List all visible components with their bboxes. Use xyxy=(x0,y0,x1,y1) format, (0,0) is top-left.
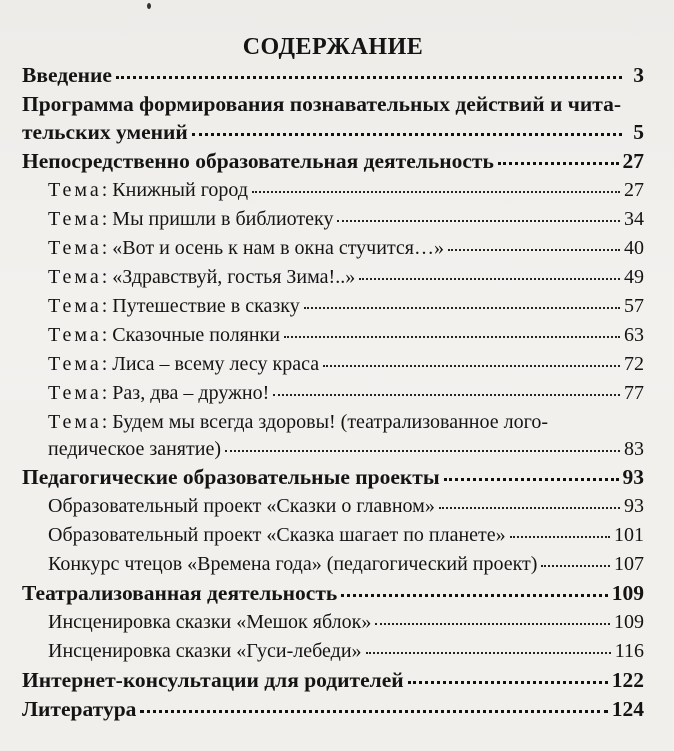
entry-page: 27 xyxy=(622,149,644,173)
leader-dots xyxy=(341,594,608,597)
entry-label: Интернет-консультации для родителей xyxy=(22,668,404,692)
entry-label: : Путешествие в сказку xyxy=(101,295,300,317)
leader-dots xyxy=(444,478,619,481)
entry-label: Инсценировка сказки «Гуси-лебеди» xyxy=(48,640,362,662)
entry-label: Образовательный проект «Сказка шагает по планете» xyxy=(48,524,506,546)
toc-entry-staging[interactable] xyxy=(22,609,644,635)
toc-entry-literature[interactable] xyxy=(22,696,644,722)
toc-entry-topic[interactable] xyxy=(22,351,644,377)
topic-prefix: Тема xyxy=(48,208,102,230)
entry-page: 5 xyxy=(633,120,644,144)
entry-page: 83 xyxy=(624,438,644,460)
leader-dots xyxy=(498,162,619,165)
entry-label-line1 xyxy=(22,409,644,435)
entry-label: : «Здравствуй, гостья Зима!..» xyxy=(101,266,356,288)
toc-entry-project[interactable] xyxy=(22,522,644,548)
entry-page: 109 xyxy=(614,611,644,633)
leader-dots xyxy=(408,681,608,684)
leader-dots xyxy=(116,76,622,79)
toc-entry-introduction[interactable] xyxy=(22,62,644,88)
leader-dots xyxy=(252,191,620,193)
toc-entry-topic[interactable] xyxy=(22,436,644,462)
entry-page: 116 xyxy=(614,640,644,662)
entry-page: 122 xyxy=(611,668,644,692)
leader-dots xyxy=(273,394,620,396)
toc-entry-topic[interactable] xyxy=(22,380,644,406)
entry-page: 34 xyxy=(624,208,644,230)
entry-label: : «Вот и осень к нам в окна стучится…» xyxy=(101,237,444,259)
entry-label: Образовательный проект «Сказки о главном» xyxy=(48,495,435,517)
entry-page: 124 xyxy=(611,697,644,721)
leader-dots xyxy=(192,133,622,136)
entry-page: 77 xyxy=(624,382,644,404)
entry-page: 107 xyxy=(614,553,644,575)
leader-dots xyxy=(284,336,620,338)
toc-entry-projects[interactable] xyxy=(22,464,644,490)
topic-prefix: Тема xyxy=(48,266,102,288)
toc-entry-project[interactable] xyxy=(22,551,644,577)
topic-prefix: Тема xyxy=(48,237,102,259)
ink-speck xyxy=(147,3,151,9)
entry-label-line1: Программа формирования познавательных действий и чита- xyxy=(22,92,622,116)
leader-dots xyxy=(439,507,620,509)
entry-page: 101 xyxy=(614,524,644,546)
topic-prefix: Тема xyxy=(48,353,102,375)
entry-label: : Книжный город xyxy=(101,179,249,201)
entry-label: Литература xyxy=(22,697,137,721)
entry-label: педическое занятие) xyxy=(48,438,221,460)
page-title: СОДЕРЖАНИЕ xyxy=(242,34,424,60)
entry-label: Педагогические образовательные проекты xyxy=(22,465,440,489)
leader-dots xyxy=(541,565,610,567)
entry-label: : Раз, два – дружно! xyxy=(101,382,270,404)
leader-dots xyxy=(304,307,620,309)
leader-dots xyxy=(359,278,620,280)
leader-dots xyxy=(337,220,620,222)
entry-page: 57 xyxy=(624,295,644,317)
toc-entry-topic[interactable] xyxy=(22,322,644,348)
entry-page: 63 xyxy=(624,324,644,346)
entry-label: : Мы пришли в библиотеку xyxy=(101,208,334,230)
entry-label: Инсценировка сказки «Мешок яблок» xyxy=(48,611,372,633)
entry-label: тельских умений xyxy=(22,120,188,144)
toc-entry-topic[interactable] xyxy=(22,264,644,290)
entry-page: 93 xyxy=(622,465,644,489)
topic-prefix: Тема xyxy=(48,382,102,404)
topic-prefix: Тема xyxy=(48,324,102,346)
entry-label: Введение xyxy=(22,63,112,87)
topic-prefix: Тема xyxy=(48,411,102,433)
leader-dots xyxy=(323,365,620,367)
entry-label-line1-text: : Будем мы всегда здоровы! (театрализованное лого- xyxy=(101,411,548,433)
toc-entry-topic[interactable] xyxy=(22,206,644,232)
topic-prefix: Тема xyxy=(48,179,102,201)
leader-dots xyxy=(366,652,611,654)
toc-entry-project[interactable] xyxy=(22,493,644,519)
entry-page: 27 xyxy=(624,179,644,201)
toc-entry-direct-activity[interactable] xyxy=(22,148,644,174)
leader-dots xyxy=(140,710,607,713)
entry-page: 109 xyxy=(611,581,644,605)
entry-page: 3 xyxy=(633,63,644,87)
leader-dots xyxy=(375,623,610,625)
leader-dots xyxy=(448,249,620,251)
entry-label: : Лиса – всему лесу краса xyxy=(101,353,320,375)
entry-page: 49 xyxy=(624,266,644,288)
entry-label: Театрализованная деятельность xyxy=(22,581,338,605)
toc-entry-theatre[interactable] xyxy=(22,580,644,606)
entry-page: 40 xyxy=(624,237,644,259)
entry-page: 93 xyxy=(624,495,644,517)
entry-page: 72 xyxy=(624,353,644,375)
toc-entry-topic[interactable] xyxy=(22,177,644,203)
toc-entry-topic[interactable] xyxy=(22,293,644,319)
toc-entry-staging[interactable] xyxy=(22,638,644,664)
topic-prefix: Тема xyxy=(48,295,102,317)
leader-dots xyxy=(225,450,620,452)
entry-label: Конкурс чтецов «Времена года» (педагогический проект) xyxy=(48,553,538,575)
toc-entry-topic[interactable] xyxy=(22,235,644,261)
toc-entry-consultations[interactable] xyxy=(22,667,644,693)
leader-dots xyxy=(510,536,610,538)
entry-label: : Сказочные полянки xyxy=(101,324,281,346)
toc-entry-program[interactable] xyxy=(22,119,644,145)
entry-label: Непосредственно образовательная деятельность xyxy=(22,149,494,173)
